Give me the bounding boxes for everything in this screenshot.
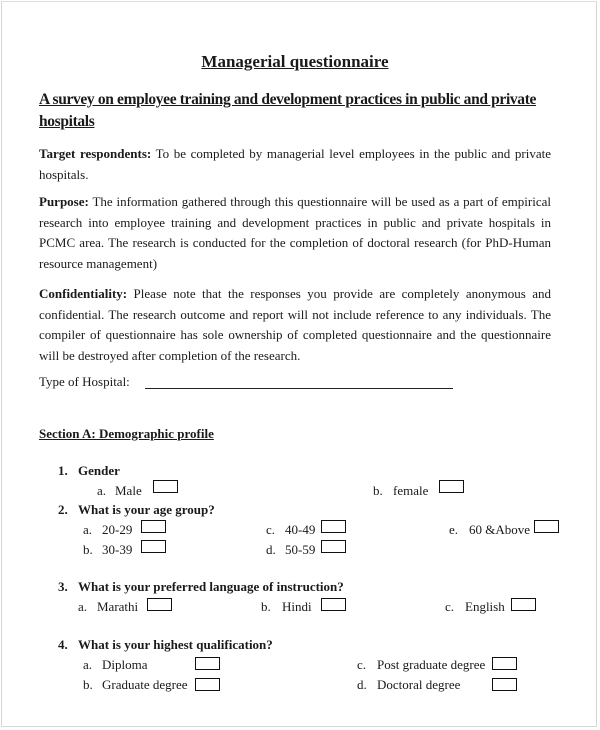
checkbox-60-above[interactable]	[534, 520, 559, 533]
option-label: 40-49	[285, 522, 316, 537]
option-60-above	[449, 522, 530, 538]
option-female	[373, 483, 428, 499]
option-letter: b.	[373, 483, 383, 498]
checkbox-post-graduate[interactable]	[492, 657, 517, 670]
option-letter: b.	[83, 542, 93, 557]
option-label: 30-39	[102, 542, 133, 557]
target-respondents-text: To be completed by managerial level employees in the public and private hospitals.	[39, 146, 551, 182]
option-letter: b.	[83, 677, 93, 692]
option-40-49	[266, 522, 315, 538]
option-50-59	[266, 542, 315, 558]
option-label: Graduate degree	[102, 677, 188, 692]
option-label: Diploma	[102, 657, 148, 672]
confidentiality-text: Please note that the responses you provide are completely anonymous and confidential. The research outcome and report will not include reference to any individuals. The compiler of questionnaire has sole ownership of completed questionnaire and the questionnaire will be destroyed after completion of the research.	[39, 286, 551, 363]
checkbox-male[interactable]	[153, 480, 178, 493]
document-title: Managerial questionnaire	[201, 52, 389, 71]
option-30-39	[83, 542, 132, 558]
option-letter: c.	[357, 657, 367, 672]
option-post-graduate	[357, 657, 485, 673]
question-1-number: 1.	[58, 463, 68, 478]
question-4-text: What is your highest qualification?	[78, 637, 273, 652]
checkbox-female[interactable]	[439, 480, 464, 493]
confidentiality-paragraph	[39, 284, 551, 366]
purpose-label: Purpose:	[39, 194, 89, 209]
option-letter: a.	[83, 657, 93, 672]
option-diploma	[83, 657, 148, 673]
checkbox-50-59[interactable]	[321, 540, 346, 553]
option-letter: c.	[266, 522, 276, 537]
option-letter: b.	[261, 599, 271, 614]
option-marathi	[78, 599, 138, 615]
question-1-text: Gender	[78, 463, 120, 478]
question-4	[58, 637, 273, 653]
question-3-number: 3.	[58, 579, 68, 594]
checkbox-marathi[interactable]	[147, 598, 172, 611]
checkbox-40-49[interactable]	[321, 520, 346, 533]
option-letter: e.	[449, 522, 459, 537]
option-male	[97, 483, 142, 499]
hospital-type-input[interactable]	[145, 388, 453, 389]
option-graduate	[83, 677, 188, 693]
option-letter: a.	[78, 599, 88, 614]
target-respondents-label: Target respondents:	[39, 146, 152, 161]
checkbox-20-29[interactable]	[141, 520, 166, 533]
question-1	[58, 463, 120, 479]
option-label: Male	[115, 483, 142, 498]
option-label: 20-29	[102, 522, 133, 537]
document-subtitle: A survey on employee training and development practices in public and private hospitals	[39, 91, 537, 130]
purpose-text: The information gathered through this questionnaire will be used as a part of empirical research into employee training and development practices in public and private hospitals in PCMC area. The research is conducted for the completion of doctoral research (for PhD-Human resource management)	[39, 194, 551, 271]
option-label: Hindi	[282, 599, 312, 614]
confidentiality-label: Confidentiality:	[39, 286, 128, 301]
question-2-text: What is your age group?	[78, 502, 215, 517]
document-page	[1, 1, 597, 727]
option-label: female	[393, 483, 429, 498]
option-letter: a.	[83, 522, 93, 537]
option-letter: a.	[97, 483, 107, 498]
checkbox-hindi[interactable]	[321, 598, 346, 611]
question-2	[58, 502, 215, 518]
option-20-29	[83, 522, 132, 538]
option-label: 60 &Above	[469, 522, 531, 537]
checkbox-doctoral[interactable]	[492, 678, 517, 691]
checkbox-english[interactable]	[511, 598, 536, 611]
option-label: Post graduate degree	[377, 657, 486, 672]
target-respondents-paragraph	[39, 144, 551, 185]
option-label: 50-59	[285, 542, 316, 557]
option-letter: d.	[357, 677, 367, 692]
section-a-heading: Section A: Demographic profile	[39, 426, 214, 441]
option-english	[445, 599, 505, 615]
question-4-number: 4.	[58, 637, 68, 652]
option-label: English	[465, 599, 505, 614]
option-label: Marathi	[97, 599, 139, 614]
option-letter: c.	[445, 599, 455, 614]
checkbox-diploma[interactable]	[195, 657, 220, 670]
question-2-number: 2.	[58, 502, 68, 517]
checkbox-graduate[interactable]	[195, 678, 220, 691]
hospital-type-label: Type of Hospital:	[39, 374, 130, 389]
purpose-paragraph	[39, 192, 551, 274]
option-letter: d.	[266, 542, 276, 557]
option-doctoral	[357, 677, 460, 693]
question-3-text: What is your preferred language of instruction?	[78, 579, 344, 594]
question-3	[58, 579, 344, 595]
checkbox-30-39[interactable]	[141, 540, 166, 553]
option-label: Doctoral degree	[377, 677, 461, 692]
option-hindi	[261, 599, 312, 615]
